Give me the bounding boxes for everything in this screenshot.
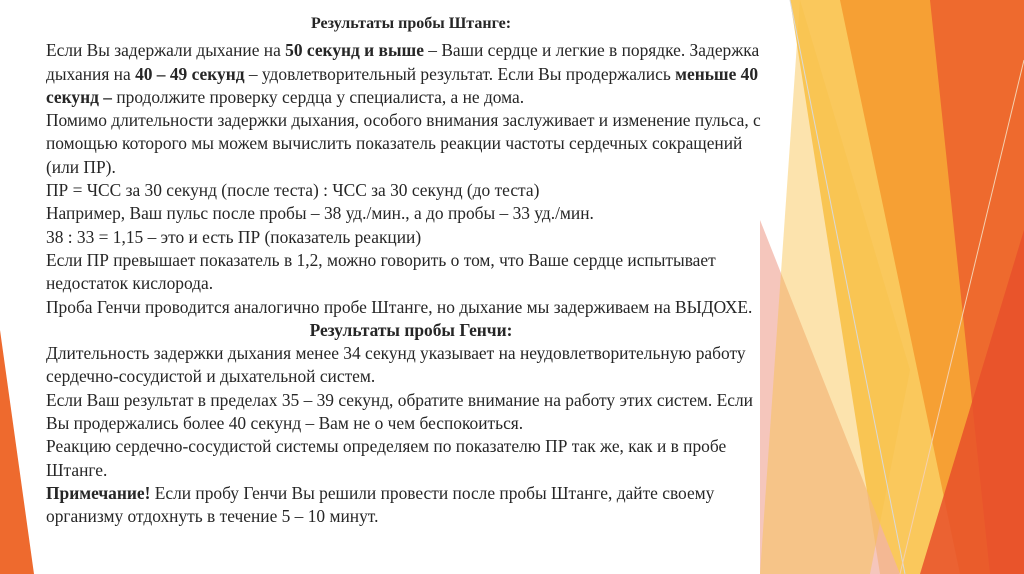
stange-formula: ПР = ЧСС за 30 секунд (после теста) : ЧСС за 30 секунд (до теста) xyxy=(46,180,540,201)
genchi-results-heading: Результаты пробы Генчи: xyxy=(309,319,513,340)
text-span: – удовлетворительный результат. Если Вы продержались xyxy=(244,63,676,84)
genchi-paragraph-1: Длительность задержки дыхания менее 34 секунд указывает на неудовлетворительную работу сердечно-сосудистой и дыхательной систем. xyxy=(46,343,746,387)
left-orange-sliver xyxy=(0,330,34,574)
genchi-paragraph-2: Если Ваш результат в пределах 35 – 39 секунд, обратите внимание на работу этих систем. Если Вы продержались более 40 секунд – Вам не о чем беспокоиться. xyxy=(46,389,753,434)
genchi-note xyxy=(46,482,776,529)
text-span: продолжите проверку сердца у специалиста, а не дома. xyxy=(111,86,525,107)
stange-paragraph-7: Проба Генчи проводится аналогично пробе Штанге, но дыхание мы задерживаем на ВЫДОХЕ. xyxy=(46,296,753,317)
stange-example: Например, Ваш пульс после пробы – 38 уд./мин., а до пробы – 33 уд./мин. xyxy=(46,203,594,224)
note-label: Примечание! xyxy=(46,482,151,503)
bold-span-50-seconds: 50 секунд и выше xyxy=(285,40,424,61)
stange-paragraph-1 xyxy=(46,39,776,109)
slide-text-content xyxy=(46,12,776,529)
stange-paragraph-2: Помимо длительности задержки дыхания, особого внимания заслуживает и изменение пульса, с помощью которого мы можем вычислить показатель реакции частоты сердечных сокращений (или ПР). xyxy=(46,110,761,177)
note-text: Если пробу Генчи Вы решили провести после пробы Штанге, дайте своему организму отдохнуть в течение 5 – 10 минут. xyxy=(46,482,715,527)
text-span: – Ваши сердце и легкие в порядке. Задержка дыхания на xyxy=(46,40,760,84)
genchi-paragraph-3: Реакцию сердечно-сосудистой системы определяем по показателю ПР так же, как и в пробе Штанге. xyxy=(46,436,727,480)
stange-paragraph-6: Если ПР превышает показатель в 1,2, можно говорить о том, что Ваше сердце испытывает недостаток кислорода. xyxy=(46,249,716,294)
bold-span-less-40-seconds: меньше 40 секунд – xyxy=(46,63,759,107)
stange-results-heading: Результаты пробы Штанге: xyxy=(310,15,512,32)
bold-span-40-49-seconds: 40 – 49 секунд xyxy=(135,63,245,84)
stange-calculation: 38 : 33 = 1,15 – это и есть ПР (показатель реакции) xyxy=(46,226,422,247)
text-span: Если Вы задержали дыхание на xyxy=(46,40,286,61)
